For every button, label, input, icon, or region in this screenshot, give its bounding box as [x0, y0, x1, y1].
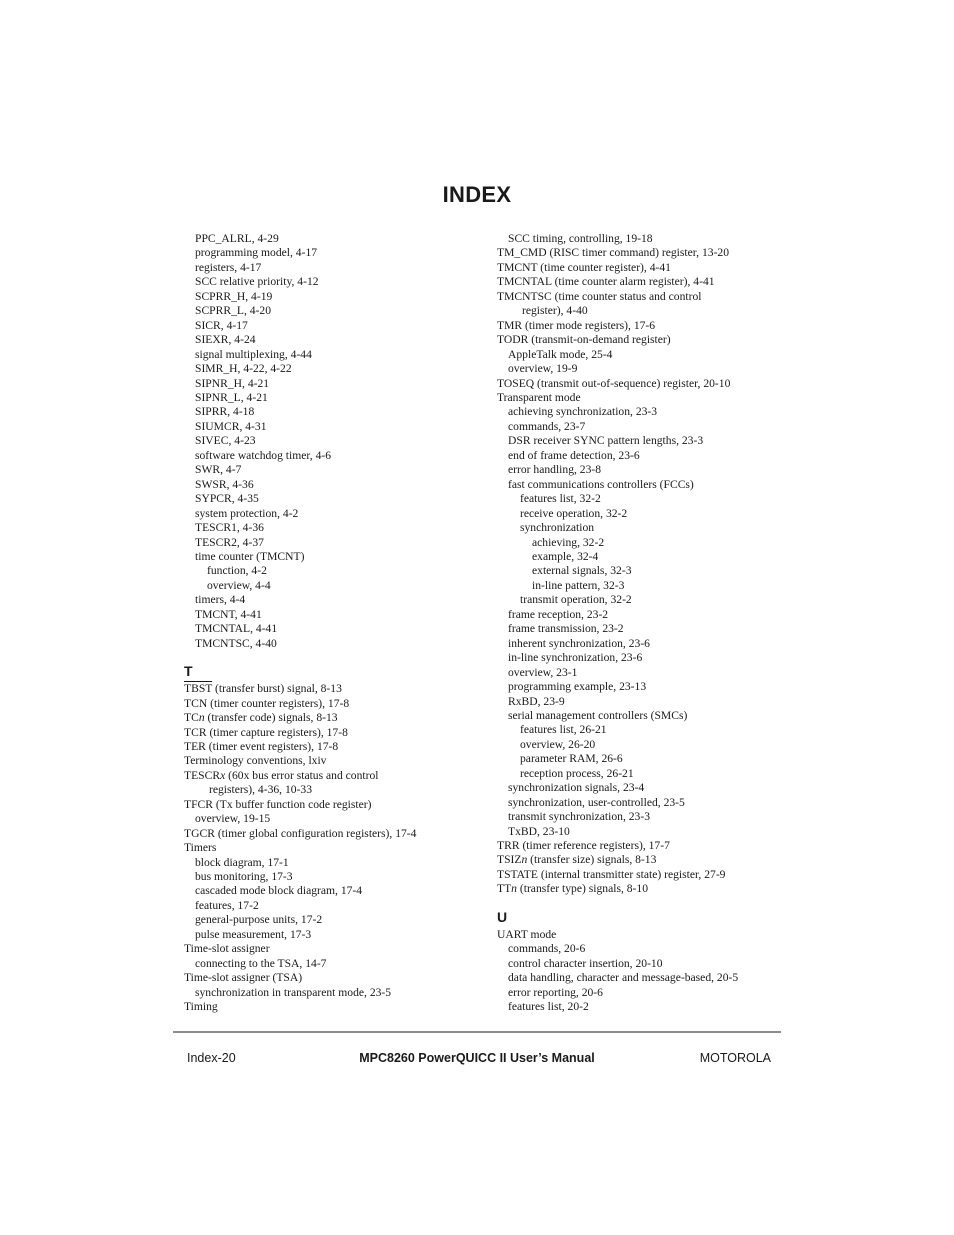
index-entry	[497, 348, 807, 362]
index-entry-text: TOSEQ (transmit out-of-sequence) register, 20-10	[497, 376, 731, 390]
index-entry-text: data handling, character and message-based, 20-5	[508, 971, 739, 985]
index-entry	[184, 319, 484, 333]
index-entry	[497, 478, 807, 492]
index-entry	[497, 405, 807, 419]
index-entry-text: commands, 20-6	[508, 942, 586, 956]
index-entry	[184, 899, 484, 913]
index-entry-text: TESCR1, 4-36	[195, 521, 264, 535]
index-entry-text: parameter RAM, 26-6	[520, 752, 623, 766]
index-entry-text: (transfer size) signals, 8-13	[527, 853, 657, 867]
index-entry-text: serial management controllers (SMCs)	[508, 708, 688, 722]
index-entry	[184, 434, 484, 448]
index-entry-text: SIEXR, 4-24	[195, 333, 256, 347]
index-entry	[184, 507, 484, 521]
index-entry-text: TODR (transmit-on-demand register)	[497, 333, 671, 347]
index-entry	[184, 391, 484, 405]
index-entry	[184, 884, 484, 898]
index-entry	[184, 942, 484, 956]
index-entry	[184, 697, 484, 711]
index-entry	[497, 825, 807, 839]
footer-divider	[173, 1031, 781, 1033]
index-entry-text: external signals, 32-3	[532, 564, 632, 578]
index-entry	[497, 261, 807, 275]
index-entry	[184, 682, 484, 696]
index-entry-text: (transfer type) signals, 8-10	[516, 882, 649, 896]
index-entry-text: TxBD, 23-10	[508, 824, 570, 838]
index-entry-list	[497, 928, 807, 1015]
index-entry	[184, 463, 484, 477]
index-entry-text: TCN (timer counter registers), 17-8	[184, 696, 350, 710]
index-entry	[497, 680, 807, 694]
index-entry	[184, 957, 484, 971]
index-entry-text: SCPRR_L, 4-20	[195, 304, 272, 318]
index-entry-text: connecting to the TSA, 14-7	[195, 956, 327, 970]
index-entry	[497, 810, 807, 824]
index-entry-text: TMCNTAL (time counter alarm register), 4-41	[497, 275, 715, 289]
index-entry	[497, 319, 807, 333]
index-entry-text: overview, 4-4	[207, 578, 271, 592]
index-entry	[184, 841, 484, 855]
index-entry-text: in-line pattern, 32-3	[532, 578, 625, 592]
index-entry	[497, 434, 807, 448]
index-entry-text: TMCNTSC (time counter status and control	[497, 289, 702, 303]
index-entry	[497, 492, 807, 506]
index-entry-text: overview, 19-15	[195, 812, 271, 826]
index-entry-list	[184, 682, 484, 1014]
index-entry-text: TMCNTSC, 4-40	[195, 636, 277, 650]
index-entry-text: pulse measurement, 17-3	[195, 927, 312, 941]
index-entry-text: SCC relative priority, 4-12	[195, 275, 319, 289]
index-entry-text: TER (timer event registers), 17-8	[184, 739, 339, 753]
index-entry-text: transmit synchronization, 23-3	[508, 810, 650, 824]
index-entry-text: signal multiplexing, 4-44	[195, 347, 312, 361]
index-entry	[497, 752, 807, 766]
index-entry-text: TMCNT, 4-41	[195, 607, 262, 621]
index-entry	[184, 492, 484, 506]
index-entry-text: SICR, 4-17	[195, 318, 248, 332]
index-entry	[184, 740, 484, 754]
index-entry	[184, 637, 484, 651]
index-entry	[184, 405, 484, 419]
index-entry	[184, 913, 484, 927]
index-entry	[184, 783, 484, 797]
index-entry	[184, 536, 484, 550]
index-entry-text: commands, 23-7	[508, 419, 586, 433]
index-entry	[497, 507, 807, 521]
index-entry-text: AppleTalk mode, 25-4	[508, 347, 613, 361]
index-entry-text: TM_CMD (RISC timer command) register, 13-20	[497, 246, 730, 260]
index-entry-text: features list, 26-21	[520, 723, 607, 737]
index-entry	[184, 971, 484, 985]
index-entry-text: TMR (timer mode registers), 17-6	[497, 318, 656, 332]
index-entry	[184, 754, 484, 768]
index-entry-text: synchronization	[520, 521, 595, 535]
page-number: Index-20	[187, 1051, 236, 1065]
index-entry-text: RxBD, 23-9	[508, 694, 565, 708]
index-entry	[497, 521, 807, 535]
index-entry-text: (60x bus error status and control	[225, 768, 379, 782]
index-entry	[184, 478, 484, 492]
index-entry	[497, 1000, 807, 1014]
index-entry-text: programming example, 23-13	[508, 680, 647, 694]
index-entry-text: SIVEC, 4-23	[195, 434, 256, 448]
publisher-name: MOTOROLA	[699, 1051, 771, 1065]
section-letter-t: T	[184, 663, 193, 680]
index-entry-text: TMCNTAL, 4-41	[195, 622, 278, 636]
index-entry	[184, 986, 484, 1000]
index-entry-text: error reporting, 20-6	[508, 985, 603, 999]
index-entry-text: Timers	[184, 841, 217, 855]
index-entry-text: SCPRR_H, 4-19	[195, 289, 273, 303]
index-entry	[497, 420, 807, 434]
index-entry-text: end of frame detection, 23-6	[508, 448, 640, 462]
index-entry-term: TESCR	[184, 768, 221, 782]
index-entry	[497, 853, 807, 867]
index-entry-text: TESCR2, 4-37	[195, 535, 264, 549]
index-entry-term: TBST	[184, 682, 213, 696]
index-entry	[184, 608, 484, 622]
index-entry-text: register), 4-40	[522, 304, 588, 318]
index-entry	[497, 986, 807, 1000]
index-entry-text: cascaded mode block diagram, 17-4	[195, 884, 363, 898]
index-entry-text: fast communications controllers (FCCs)	[508, 477, 694, 491]
index-entry-text: registers, 4-17	[195, 260, 262, 274]
index-entry-text: SYPCR, 4-35	[195, 492, 259, 506]
index-entry	[184, 798, 484, 812]
index-entry-text: SWSR, 4-36	[195, 477, 254, 491]
index-entry	[184, 348, 484, 362]
section-letter-u: U	[497, 908, 508, 925]
index-entry	[497, 564, 807, 578]
index-entry-text: TRR (timer reference registers), 17-7	[497, 839, 670, 853]
index-entry	[184, 290, 484, 304]
index-entry	[497, 333, 807, 347]
index-entry	[497, 290, 807, 304]
index-entry-text: block diagram, 17-1	[195, 855, 289, 869]
index-entry	[497, 882, 807, 896]
index-entry	[184, 333, 484, 347]
index-entry	[497, 536, 807, 550]
index-entry-text: achieving, 32-2	[532, 535, 605, 549]
index-entry	[184, 232, 484, 246]
index-entry	[184, 711, 484, 725]
index-entry	[184, 362, 484, 376]
index-entry	[497, 796, 807, 810]
index-entry-variable: n	[521, 853, 528, 867]
index-entry	[184, 928, 484, 942]
index-entry-text: DSR receiver SYNC pattern lengths, 23-3	[508, 434, 704, 448]
index-entry	[497, 709, 807, 723]
index-entry	[184, 726, 484, 740]
index-entry	[497, 377, 807, 391]
index-entry-text: SIPNR_L, 4-21	[195, 390, 268, 404]
index-entry	[497, 579, 807, 593]
index-entry-text: example, 32-4	[532, 549, 599, 563]
index-entry	[497, 957, 807, 971]
index-entry-term: TSIZ	[497, 853, 522, 867]
index-entry	[184, 812, 484, 826]
index-entry-text: general-purpose units, 17-2	[195, 913, 323, 927]
index-entry	[184, 449, 484, 463]
index-entry-text: synchronization signals, 23-4	[508, 781, 645, 795]
index-column-left	[184, 232, 484, 1015]
index-entry	[184, 870, 484, 884]
index-entry-variable: x	[220, 768, 226, 782]
index-entry-text: frame transmission, 23-2	[508, 622, 624, 636]
index-entry	[497, 622, 807, 636]
index-entry	[184, 550, 484, 564]
index-entry	[497, 463, 807, 477]
index-entry	[497, 362, 807, 376]
index-entry-text: features list, 32-2	[520, 492, 601, 506]
index-entry-text: PPC_ALRL, 4-29	[195, 232, 279, 245]
index-entry	[497, 868, 807, 882]
index-entry-text: system protection, 4-2	[195, 506, 299, 520]
index-entry-text: TMCNT (time counter register), 4-41	[497, 260, 671, 274]
index-entry-text: software watchdog timer, 4-6	[195, 448, 332, 462]
index-entry	[497, 232, 807, 246]
index-entry	[184, 304, 484, 318]
index-entry-text: SIPRR, 4-18	[195, 405, 255, 419]
index-entry-variable: n	[198, 711, 205, 725]
index-entry-text: error handling, 23-8	[508, 463, 602, 477]
index-entry	[497, 942, 807, 956]
index-entry	[497, 971, 807, 985]
index-entry-text: achieving synchronization, 23-3	[508, 405, 658, 419]
index-entry	[184, 420, 484, 434]
page-title: INDEX	[442, 182, 512, 207]
index-entry-text: frame reception, 23-2	[508, 607, 609, 621]
index-entry-text: in-line synchronization, 23-6	[508, 651, 643, 665]
index-entry	[184, 856, 484, 870]
index-entry-text: Terminology conventions, lxiv	[184, 754, 327, 768]
index-entry	[497, 304, 807, 318]
index-entry	[184, 579, 484, 593]
index-entry-text: transmit operation, 32-2	[520, 593, 632, 607]
index-entry	[497, 275, 807, 289]
index-entry-text: synchronization in transparent mode, 23-5	[195, 985, 392, 999]
index-entry-text: timers, 4-4	[195, 593, 246, 607]
index-entry	[497, 637, 807, 651]
index-entry-text: programming model, 4-17	[195, 246, 318, 260]
index-entry-list	[184, 232, 484, 651]
index-entry-text: UART mode	[497, 927, 557, 941]
index-entry-variable: n	[511, 882, 517, 896]
index-entry-text: SIPNR_H, 4-21	[195, 376, 270, 390]
index-entry-text: features list, 20-2	[508, 1000, 589, 1014]
index-entry	[184, 827, 484, 841]
index-entry-text: overview, 23-1	[508, 665, 578, 679]
index-entry	[497, 608, 807, 622]
index-entry	[184, 622, 484, 636]
index-entry	[184, 246, 484, 260]
index-entry-text: (transfer burst) signal, 8-13	[212, 682, 342, 696]
index-entry	[184, 564, 484, 578]
index-entry	[497, 695, 807, 709]
index-entry	[497, 550, 807, 564]
index-entry-text: Time-slot assigner (TSA)	[184, 971, 303, 985]
index-entry-text: time counter (TMCNT)	[195, 549, 305, 563]
index-entry	[497, 246, 807, 260]
index-entry	[497, 839, 807, 853]
index-entry-text: (transfer code) signals, 8-13	[204, 711, 338, 725]
index-entry	[497, 738, 807, 752]
index-entry-text: Timing	[184, 1000, 218, 1014]
index-entry-text: function, 4-2	[207, 564, 267, 578]
index-entry	[497, 723, 807, 737]
index-entry-text: SCC timing, controlling, 19-18	[508, 232, 653, 245]
index-entry	[184, 593, 484, 607]
index-entry-text: SIUMCR, 4-31	[195, 419, 267, 433]
index-entry-text: receive operation, 32-2	[520, 506, 628, 520]
index-entry	[497, 928, 807, 942]
index-entry	[497, 391, 807, 405]
index-entry-text: control character insertion, 20-10	[508, 956, 663, 970]
index-entry	[497, 781, 807, 795]
index-entry	[497, 767, 807, 781]
index-entry	[184, 261, 484, 275]
index-entry	[497, 593, 807, 607]
index-entry-term: TT	[497, 882, 512, 896]
index-entry-text: bus monitoring, 17-3	[195, 870, 293, 884]
index-entry-text: TSTATE (internal transmitter state) register, 27-9	[497, 867, 726, 881]
index-entry	[184, 275, 484, 289]
index-entry-text: SIMR_H, 4-22, 4-22	[195, 362, 292, 376]
index-column-right	[497, 232, 807, 1015]
index-entry-text: overview, 26-20	[520, 737, 596, 751]
index-entry-text: reception process, 26-21	[520, 766, 634, 780]
index-entry-term: TC	[184, 711, 199, 725]
index-entry-text: inherent synchronization, 23-6	[508, 636, 650, 650]
index-entry-text: Time-slot assigner	[184, 942, 270, 956]
index-entry	[497, 666, 807, 680]
index-entry-list	[497, 232, 807, 897]
index-entry	[184, 1000, 484, 1014]
index-entry	[184, 521, 484, 535]
index-entry-text: TCR (timer capture registers), 17-8	[184, 725, 348, 739]
index-entry-text: synchronization, user-controlled, 23-5	[508, 795, 685, 809]
index-entry-text: SWR, 4-7	[195, 463, 242, 477]
index-entry-text: registers), 4-36, 10-33	[209, 783, 313, 797]
index-entry-text: overview, 19-9	[508, 362, 578, 376]
index-entry-text: TFCR (Tx buffer function code register)	[184, 797, 372, 811]
index-entry-text: Transparent mode	[497, 390, 581, 404]
index-entry	[497, 449, 807, 463]
index-entry	[497, 651, 807, 665]
index-entry-text: features, 17-2	[195, 898, 259, 912]
index-entry	[184, 377, 484, 391]
index-entry	[184, 769, 484, 783]
manual-title: MPC8260 PowerQUICC II User’s Manual	[359, 1051, 595, 1065]
index-entry-text: TGCR (timer global configuration registers), 17-4	[184, 826, 417, 840]
